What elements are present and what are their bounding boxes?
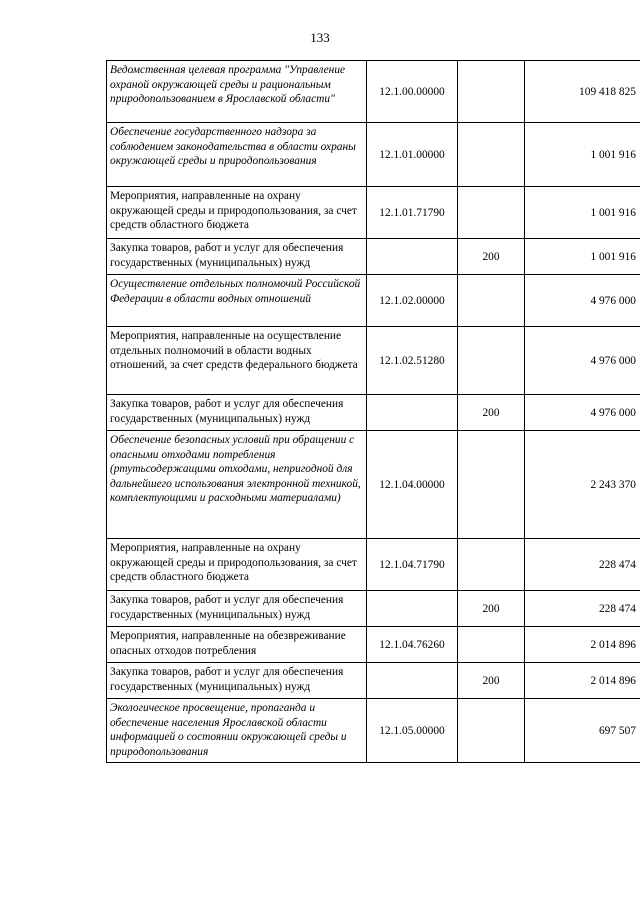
row-type-cell (458, 327, 525, 395)
row-type-cell (458, 275, 525, 327)
row-sum-cell: 228 474 (525, 539, 640, 591)
row-sum-cell: 1 001 916 (525, 239, 640, 275)
budget-table-body (107, 61, 640, 763)
row-sum-cell: 4 976 000 (525, 275, 640, 327)
table-row (107, 699, 640, 763)
row-type-cell (458, 61, 525, 123)
row-sum-cell: 109 418 825 (525, 61, 640, 123)
row-sum-cell: 2 014 896 (525, 627, 640, 663)
table-row (107, 431, 640, 539)
row-name-cell: Экологическое просвещение, пропаганда и обеспечение населения Ярославской области информацией о состоянии окружающей среды и природопользования (107, 699, 367, 763)
row-name-cell: Мероприятия, направленные на обезвреживание опасных отходов потребления (107, 627, 367, 663)
row-code-cell: 12.1.00.00000 (367, 61, 458, 123)
row-code-cell (367, 239, 458, 275)
table-row (107, 239, 640, 275)
row-code-cell: 12.1.04.00000 (367, 431, 458, 539)
table-row (107, 327, 640, 395)
table-row (107, 539, 640, 591)
row-type-cell: 200 (458, 239, 525, 275)
row-type-cell: 200 (458, 663, 525, 699)
row-code-cell: 12.1.02.00000 (367, 275, 458, 327)
table-row (107, 187, 640, 239)
table-row (107, 275, 640, 327)
row-sum-cell: 697 507 (525, 699, 640, 763)
row-code-cell (367, 395, 458, 431)
row-name-cell: Ведомственная целевая программа "Управление охраной окружающей среды и рациональным природопользованием в Ярославской области" (107, 61, 367, 123)
page-number: 133 (310, 30, 330, 45)
row-name-cell: Закупка товаров, работ и услуг для обеспечения государственных (муниципальных) нужд (107, 239, 367, 275)
table-row (107, 627, 640, 663)
row-sum-cell: 4 976 000 (525, 327, 640, 395)
budget-table (106, 60, 640, 763)
row-type-cell (458, 187, 525, 239)
table-row (107, 61, 640, 123)
row-type-cell (458, 431, 525, 539)
row-name-cell: Закупка товаров, работ и услуг для обеспечения государственных (муниципальных) нужд (107, 395, 367, 431)
row-name-cell: Закупка товаров, работ и услуг для обеспечения государственных (муниципальных) нужд (107, 591, 367, 627)
row-sum-cell: 1 001 916 (525, 123, 640, 187)
row-name-cell: Мероприятия, направленные на охрану окружающей среды и природопользования, за счет средств областного бюджета (107, 187, 367, 239)
row-sum-cell: 2 243 370 (525, 431, 640, 539)
row-type-cell (458, 627, 525, 663)
row-type-cell (458, 123, 525, 187)
row-name-cell: Обеспечение безопасных условий при обращении с опасными отходами потребления (ртутьсодержащими отходами, непригодной для дальнейшего использования электронной техникой, комплектующими и расходными материалами) (107, 431, 367, 539)
row-type-cell (458, 539, 525, 591)
table-row (107, 123, 640, 187)
row-code-cell: 12.1.01.00000 (367, 123, 458, 187)
row-sum-cell: 4 976 000 (525, 395, 640, 431)
table-row (107, 395, 640, 431)
row-code-cell (367, 663, 458, 699)
row-type-cell: 200 (458, 591, 525, 627)
row-code-cell: 12.1.05.00000 (367, 699, 458, 763)
row-name-cell: Мероприятия, направленные на осуществление отдельных полномочий в области водных отношений, за счет средств федерального бюджета (107, 327, 367, 395)
row-code-cell (367, 591, 458, 627)
row-name-cell: Мероприятия, направленные на охрану окружающей среды и природопользования, за счет средств областного бюджета (107, 539, 367, 591)
table-row (107, 663, 640, 699)
row-code-cell: 12.1.04.71790 (367, 539, 458, 591)
row-type-cell: 200 (458, 395, 525, 431)
row-sum-cell: 1 001 916 (525, 187, 640, 239)
row-code-cell: 12.1.02.51280 (367, 327, 458, 395)
table-row (107, 591, 640, 627)
row-name-cell: Осуществление отдельных полномочий Российской Федерации в области водных отношений (107, 275, 367, 327)
row-type-cell (458, 699, 525, 763)
row-name-cell: Обеспечение государственного надзора за соблюдением законодательства в области охраны окружающей среды и природопользования (107, 123, 367, 187)
row-sum-cell: 228 474 (525, 591, 640, 627)
row-code-cell: 12.1.01.71790 (367, 187, 458, 239)
row-code-cell: 12.1.04.76260 (367, 627, 458, 663)
row-name-cell: Закупка товаров, работ и услуг для обеспечения государственных (муниципальных) нужд (107, 663, 367, 699)
row-sum-cell: 2 014 896 (525, 663, 640, 699)
